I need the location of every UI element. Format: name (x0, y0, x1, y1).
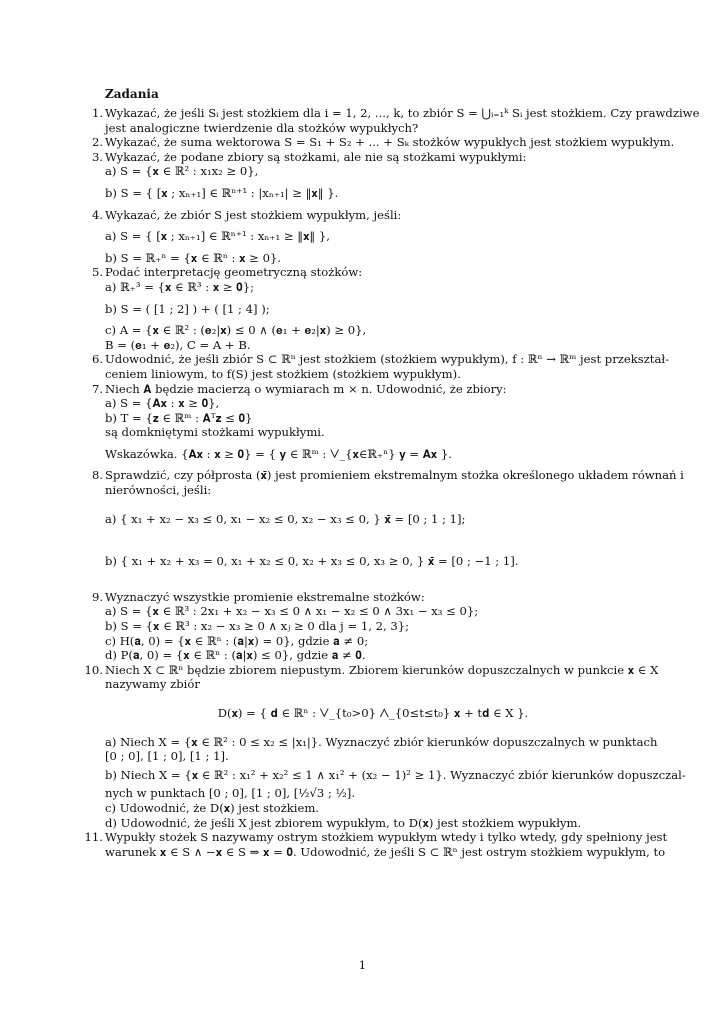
task-number: 11. (84, 830, 103, 845)
task-11 (84, 830, 668, 859)
task-number: 8. (91, 468, 103, 483)
system-b: b) { x₁ + x₂ + x₃ = 0, x₁ + x₂ ≤ 0, x₂ + x₃ ≤ 0, x₃ ≥ 0, } 𝐱̄ = [0 ; −1 ; 1]. (105, 554, 519, 569)
task-line: ceniem liniowym, to f(S) jest stożkiem (stożkiem wypukłym). (105, 366, 461, 381)
task-line: b) S = { [𝐱 ; xₙ₊₁] ∈ ℝⁿ⁺¹ : |xₙ₊₁| ≥ ‖𝐱‖ }. (105, 185, 339, 200)
task-line: Wykazać, że suma wektorowa S = S₁ + S₂ + ... + Sₖ stożków wypukłych jest stożkiem wypukłym. (105, 135, 675, 150)
task-line: [0 ; 0], [1 ; 0], [1 ; 1]. (105, 749, 229, 764)
task-line: Wyznaczyć wszystkie promienie ekstremalne stożków: (105, 589, 425, 604)
task-number: 3. (91, 149, 103, 164)
task-10 (84, 662, 686, 830)
task-line: a) S = {𝐱 ∈ ℝ² : x₁x₂ ≥ 0}, (105, 164, 259, 179)
task-line: d) Udowodnić, że jeśli X jest zbiorem wypukłym, to D(𝐱) jest stożkiem wypukłym. (105, 815, 582, 830)
task-3 (86, 150, 641, 208)
task-line: jest analogiczne twierdzenie dla stożków wypukłych? (105, 120, 419, 135)
task-line: c) Udowodnić, że D(𝐱) jest stożkiem. (105, 800, 320, 815)
page-title: Zadania (105, 87, 159, 101)
task-number: 7. (91, 381, 103, 396)
page-number: 1 (358, 958, 367, 972)
task-line: Wypukły stożek S nazywamy ostrym stożkiem wypukłym wtedy i tylko wtedy, gdy spełniony jest (105, 830, 668, 845)
task-line: Wykazać, że zbiór S jest stożkiem wypukłym, jeśli: (105, 207, 402, 222)
task-number: 5. (91, 265, 103, 280)
task-line: b) S = ( [1 ; 2] ) + ( [1 ; 4] ); (105, 301, 270, 316)
task-number: 4. (91, 207, 103, 222)
task-number: 10. (84, 662, 103, 677)
task-line: d) P(𝐚, 0) = {𝐱 ∈ ℝⁿ : (𝐚|𝐱) ≤ 0}, gdzie 𝐚 ≠ 𝟎. (105, 648, 366, 663)
hint-line: Wskazówka. {𝐀𝐱 : 𝐱 ≥ 𝟎} = { 𝐲 ∈ ℝᵐ : ⋁_{𝐱∈ℝ₊ⁿ} 𝐲 = 𝐀𝐱 }. (105, 446, 452, 461)
task-line: a) Niech X = {𝐱 ∈ ℝ² : 0 ≤ x₂ ≤ |x₁|}. Wyznaczyć zbiór kierunków dopuszczalnych w punktach (105, 734, 658, 749)
task-line: b) Niech X = {𝐱 ∈ ℝ² : x₁² + x₂² ≤ 1 ∧ x₁² + (x₂ − 1)² ≥ 1}. Wyznaczyć zbiór kierunków dopuszczal- (105, 767, 686, 782)
task-line: nierówności, jeśli: (105, 483, 212, 498)
task-number: 6. (91, 352, 103, 367)
task-number: 1. (91, 106, 103, 120)
task-line: a) S = {𝐱 ∈ ℝ³ : 2x₁ + x₂ − x₃ ≤ 0 ∧ x₁ − x₂ ≤ 0 ∧ 3x₁ − x₃ ≤ 0}; (105, 604, 479, 619)
task-line: są domkniętymi stożkami wypukłymi. (105, 425, 325, 440)
task-line: a) S = { [𝐱 ; xₙ₊₁] ∈ ℝⁿ⁺¹ : xₙ₊₁ ≥ ‖𝐱‖ }, (105, 229, 330, 244)
task-line: b) S = ℝ₊ⁿ = {𝐱 ∈ ℝⁿ : 𝐱 ≥ 0}. (105, 250, 282, 265)
task-line: c) A = {𝐱 ∈ ℝ² : (𝐞₂|𝐱) ≤ 0 ∧ (𝐞₁ + 𝐞₂|𝐱) ≥ 0}, (105, 323, 367, 338)
task-line: a) ℝ₊³ = {𝐱 ∈ ℝ³ : 𝐱 ≥ 𝟎}; (105, 279, 255, 294)
task-line: nazywamy zbiór (105, 677, 200, 692)
task-line: Podać interpretację geometryczną stożków: (105, 265, 363, 280)
task-6 (86, 352, 670, 381)
task-list (84, 100, 700, 859)
task-line: Udowodnić, że jeśli zbiór S ⊂ ℝⁿ jest stożkiem (stożkiem wypukłym), f : ℝⁿ → ℝᵐ jest przekształ- (105, 352, 670, 367)
task-line: b) T = {𝐳 ∈ ℝᵐ : 𝐀ᵀ𝐳 ≤ 𝟎} (105, 410, 253, 425)
task-line: nych w punktach [0 ; 0], [1 ; 0], [½√3 ; ½]. (105, 786, 356, 801)
task-line: a) S = {𝐀𝐱 : 𝐱 ≥ 𝟎}, (105, 396, 220, 411)
task-4 (86, 208, 641, 266)
task-7 (86, 382, 641, 469)
task-line: Wykazać, że jeśli Sᵢ jest stożkiem dla i = 1, 2, ..., k, to zbiór S = ⋃ᵢ₌₁ᵏ Sᵢ jest stożkiem. Czy prawdziwe (105, 106, 700, 120)
task-8 (86, 468, 684, 589)
task-line: Wykazać, że podane zbiory są stożkami, ale nie są stożkami wypukłymi: (105, 149, 527, 164)
task-line: c) H(𝐚, 0) = {𝐱 ∈ ℝⁿ : (𝐚|𝐱) = 0}, gdzie 𝐚 ≠ 0; (105, 633, 369, 648)
task-5 (86, 265, 641, 352)
task-line: Sprawdzić, czy półprosta (𝐱̄) jest promieniem ekstremalnym stożka określonego układem równań i (105, 468, 684, 483)
task-line: Niech X ⊂ ℝⁿ będzie zbiorem niepustym. Zbiorem kierunków dopuszczalnych w punkcie 𝐱 ∈ X (105, 662, 659, 677)
task-line: b) S = {𝐱 ∈ ℝ³ : x₂ − x₃ ≥ 0 ∧ xⱼ ≥ 0 dla j = 1, 2, 3}; (105, 619, 409, 634)
task-number: 2. (91, 135, 103, 150)
task-1 (86, 106, 700, 135)
task-line: warunek 𝐱 ∈ S ∧ −𝐱 ∈ S ⇒ 𝐱 = 𝟎. Udowodnić, że jeśli S ⊂ ℝⁿ jest ostrym stożkiem wypukłym, to (105, 844, 666, 859)
task-9 (86, 590, 641, 663)
task-number: 9. (91, 589, 103, 604)
task-line: B = (𝐞₁ + 𝐞₂), C = A + B. (105, 337, 251, 352)
definition-formula: D(𝐱) = { 𝐝 ∈ ℝⁿ : ⋁_{t₀>0} ⋀_{0≤t≤t₀} 𝐱 + t𝐝 ∈ X }. (217, 706, 529, 720)
task-2 (86, 135, 675, 150)
task-line: Niech 𝐀 będzie macierzą o wymiarach m × n. Udowodnić, że zbiory: (105, 381, 507, 396)
system-a: a) { x₁ + x₂ − x₃ ≤ 0, x₁ − x₂ ≤ 0, x₂ − x₃ ≤ 0, } 𝐱̄ = [0 ; 1 ; 1]; (105, 511, 466, 526)
